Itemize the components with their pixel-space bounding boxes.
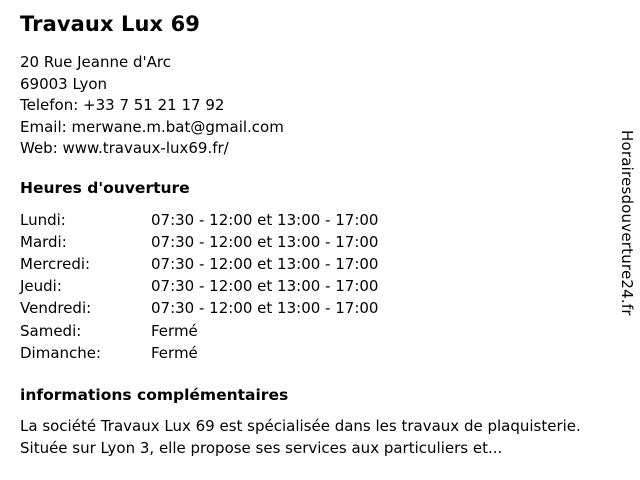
additional-info-text: La société Travaux Lux 69 est spécialisée dans les travaux de plaquisterie. Située sur Lyon 3, elle propose ses services aux particuliers et... bbox=[20, 416, 581, 457]
opening-hours-heading: Heures d'ouverture bbox=[20, 178, 190, 197]
hours-day-label: Vendredi: bbox=[20, 299, 92, 318]
address-line-email: Email: merwane.m.bat@gmail.com bbox=[20, 117, 284, 136]
hours-time-value: 07:30 - 12:00 et 13:00 - 17:00 bbox=[151, 254, 379, 273]
main-content bbox=[20, 10, 610, 459]
hours-day-label: Dimanche: bbox=[20, 343, 102, 362]
table-row bbox=[20, 231, 378, 253]
brand-watermark: Horairesdouverture24.fr bbox=[618, 130, 636, 316]
table-row bbox=[20, 342, 378, 364]
hours-time-value: 07:30 - 12:00 et 13:00 - 17:00 bbox=[151, 232, 379, 251]
table-row bbox=[20, 253, 378, 275]
address-line-phone: Telefon: +33 7 51 21 17 92 bbox=[20, 96, 225, 114]
hours-time-value: Fermé bbox=[151, 343, 198, 362]
address-line-city: 69003 Lyon bbox=[20, 74, 108, 93]
hours-time-value: 07:30 - 12:00 et 13:00 - 17:00 bbox=[151, 210, 379, 229]
address-line-web: Web: www.travaux-lux69.fr/ bbox=[20, 139, 229, 157]
address-line-street: 20 Rue Jeanne d'Arc bbox=[20, 53, 171, 71]
hours-day-label: Jeudi: bbox=[20, 277, 62, 296]
hours-time-value: 07:30 - 12:00 et 13:00 - 17:00 bbox=[151, 299, 379, 318]
hours-day-label: Samedi: bbox=[20, 321, 82, 340]
table-row bbox=[20, 209, 378, 231]
address-block bbox=[20, 52, 610, 160]
hours-day-label: Mardi: bbox=[20, 232, 67, 251]
table-row bbox=[20, 320, 378, 342]
hours-time-value: 07:30 - 12:00 et 13:00 - 17:00 bbox=[151, 277, 379, 296]
hours-day-label: Mercredi: bbox=[20, 254, 91, 273]
opening-hours-table bbox=[20, 209, 378, 364]
hours-time-value: Fermé bbox=[151, 321, 198, 340]
hours-day-label: Lundi: bbox=[20, 210, 66, 229]
table-row bbox=[20, 275, 378, 297]
additional-info-heading: informations complémentaires bbox=[20, 385, 289, 404]
table-row bbox=[20, 297, 378, 319]
page-title: Travaux Lux 69 bbox=[20, 12, 201, 36]
